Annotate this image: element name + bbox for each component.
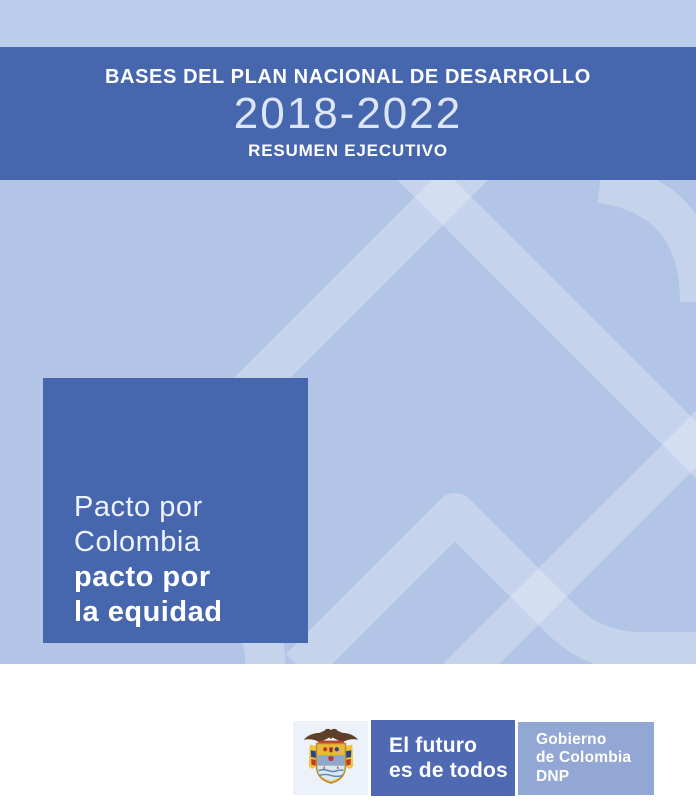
crest-panel <box>293 721 368 795</box>
years-range: 2018-2022 <box>233 89 463 138</box>
cover-title: BASES DEL PLAN NACIONAL DE DESARROLLO <box>105 66 591 88</box>
pacto-line-4: la equidad <box>74 596 223 628</box>
pacto-line-3: pacto por <box>74 561 211 593</box>
government-line-2: de Colombia <box>536 749 632 767</box>
cover-subtitle: RESUMEN EJECUTIVO <box>248 141 448 160</box>
government-line-1: Gobierno <box>536 730 607 748</box>
pacto-line-2: Colombia <box>74 526 201 558</box>
slogan-line-1: El futuro <box>389 734 478 757</box>
slogan-panel <box>371 720 515 796</box>
slogan-line-2: es de todos <box>389 759 508 782</box>
pacto-line-1: Pacto por <box>74 491 203 523</box>
pacto-box <box>43 378 308 643</box>
government-line-3: DNP <box>536 767 570 785</box>
government-panel <box>518 722 654 795</box>
colombia-coat-of-arms-icon <box>302 727 360 789</box>
cover-header <box>0 47 696 180</box>
top-strip <box>0 0 696 47</box>
